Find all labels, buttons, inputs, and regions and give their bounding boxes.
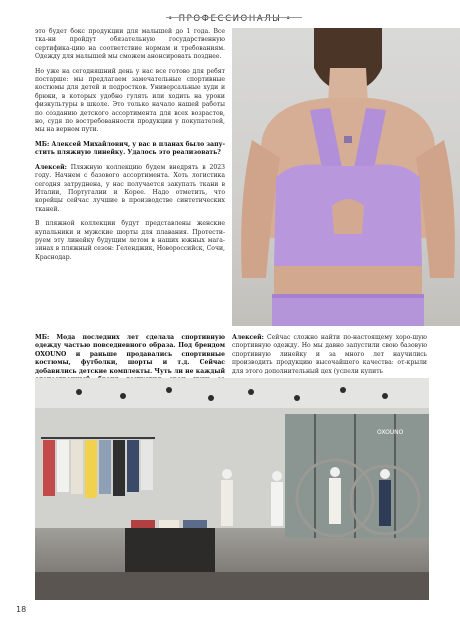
answer-1 xyxy=(35,164,225,214)
answer-1-speaker: Алексей: xyxy=(35,163,67,171)
sports-bra-illustration xyxy=(232,28,460,326)
store-sign: OXOUNO xyxy=(377,429,404,436)
page-header xyxy=(0,6,460,25)
store-interior-illustration xyxy=(35,378,429,600)
question-1 xyxy=(35,141,225,158)
right-column-bottom xyxy=(232,334,427,382)
answer-1-text: Пляжную коллекцию будем внедрять в 2023 году. Начнем с базового ассортимента. Хоть логистика сегодня затруднена, у нас получается закупать ткани в Италии, Португалии и Корее. Надо отметить, что корейцы сейчас лучшие в производстве синтетических тканей. xyxy=(35,163,225,213)
answer-2-text: Сейчас сложно найти по-настоящему хоро-шую спортивную одежду. Но мы давно запустили свою базовую спортивную линейку и за много лет научились производить продукцию высочайшего качества: от-крыли для этого дополнительный цех (успели купить xyxy=(232,334,427,375)
answer-2-speaker: Алексей: xyxy=(232,334,264,341)
left-column-top xyxy=(35,28,225,268)
paragraph: это будет бокс продукции для малышей до 1 года. Все тка-ни пройдут обязательную государственную сертифика-цию на соответствие нормам и требованиям. Одежду для малышей мы сможем анонсировать позднее. xyxy=(35,28,225,61)
page-number: 18 xyxy=(16,605,27,614)
question-1-text: МБ: Алексей Михайлович, у вас в планах было запу-стить пляжную линейку. Удалось это реализовать? xyxy=(35,140,225,157)
answer-1-continued: В пляжной коллекции будут представлены женские купальники и мужские шорты для плавания. Протести-руем эту линейку будущим летом в наших южных мага-зинах в пляжный сезон: Геленджик, Новороссийск, Сочи, Краснодар. xyxy=(35,220,225,261)
question-2-text: МБ: Мода последних лет сделала спортивную одежду частью повседневного образа. Под брендом OXOUNO и раньше продавались спортивные костюмы, футболки, шорты и т.д. Сейчас добавились детские комплекты. Чуть ли не каждый xyxy=(35,334,225,375)
section-title: • ПРОФЕССИОНАЛЫ • xyxy=(167,14,293,24)
header-divider xyxy=(166,17,302,18)
answer-2 xyxy=(232,334,427,376)
store-interior-photo xyxy=(35,378,429,600)
paragraph: Но уже на сегодняшний день у нас все готово для ребят постарше: мы предлагаем замечательные спортивные костюмы для детей и подростков. Универсальные худи и брюки, в которых удобно гулять или ходить на уроки физкультуры в школе. Это только начало нашей работы по созданию детского ассортимента для всех возрастов, но, судя по востребованности продукции у покупателей, мы на верном пути. xyxy=(35,67,225,134)
sports-bra-photo xyxy=(232,28,460,326)
